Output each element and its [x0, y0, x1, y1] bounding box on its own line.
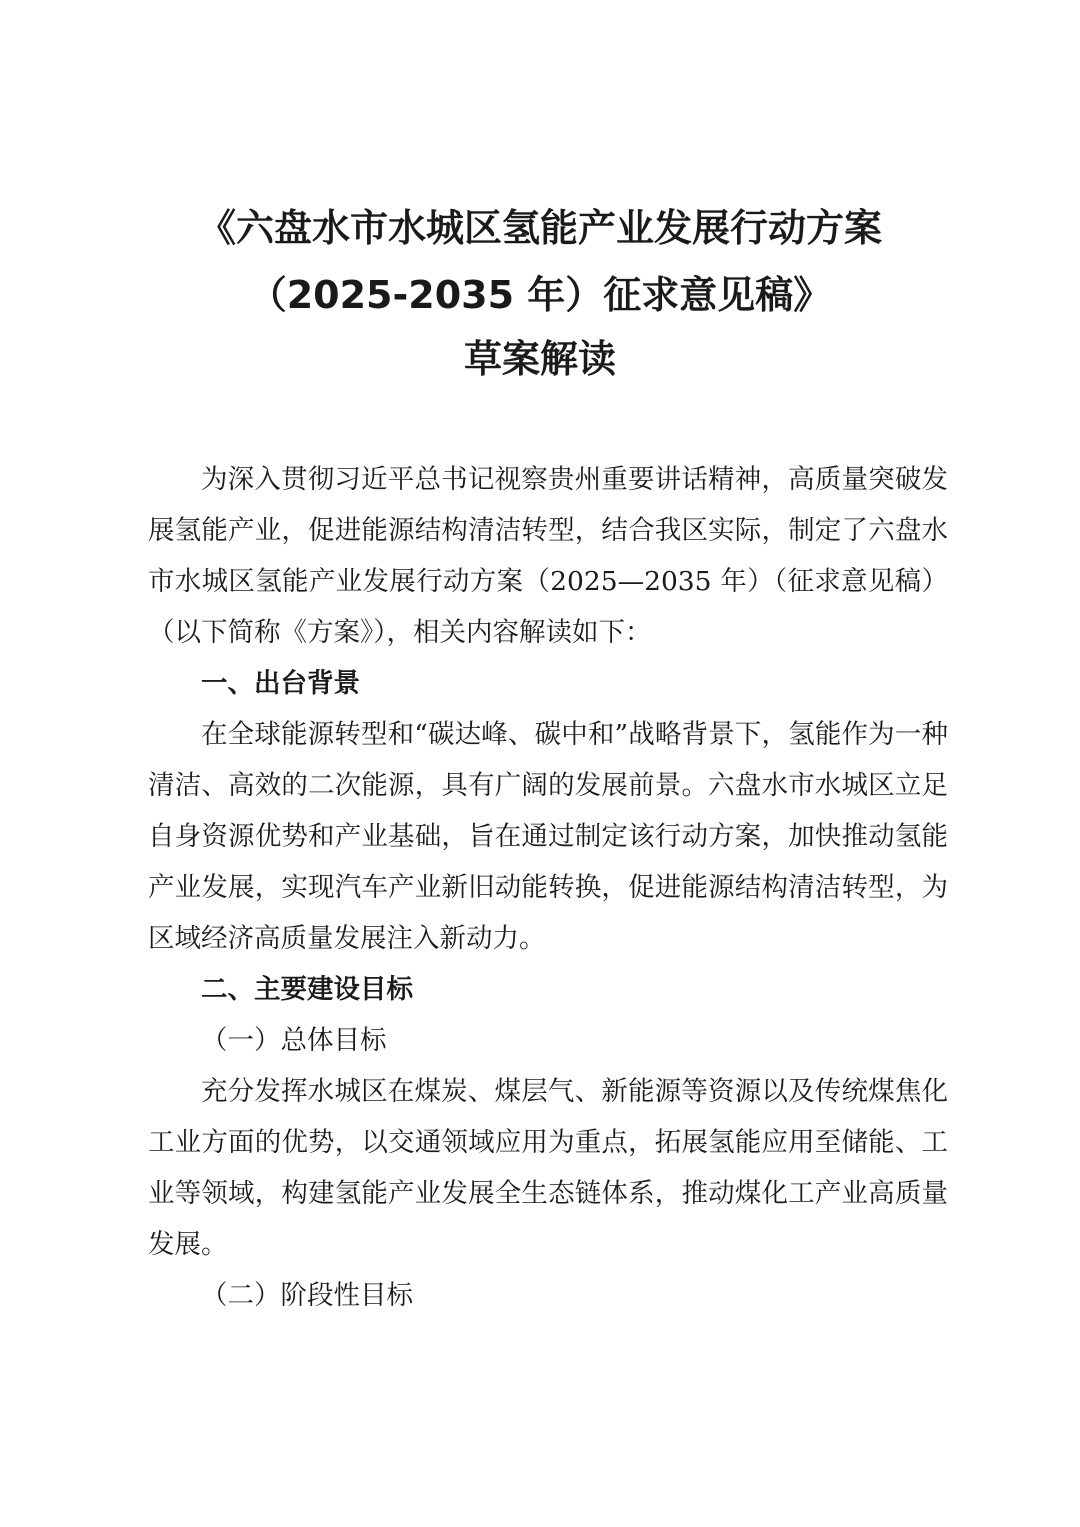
section-1-paragraph: 在全球能源转型和“碳达峰、碳中和”战略背景下，氢能作为一种清洁、高效的二次能源，具有广阔的发展前景。六盘水市水城区立足自身资源优势和产业基础，旨在通过制定该行动方案，加快推动氢能产业发展，实现汽车产业新旧动能转换，促进能源结构清洁转型，为区域经济高质量发展注入新动力。 — [148, 719, 948, 954]
document-title-line-1: 《六盘水市水城区氢能产业发展行动方案 — [197, 206, 882, 250]
section-1-heading: 一、出台背景 — [201, 668, 360, 699]
document-title-line-3: 草案解读 — [463, 337, 616, 381]
document-body — [148, 454, 948, 1321]
section-2-subheading-1: （一）总体目标 — [201, 1025, 387, 1056]
section-2-heading: 二、主要建设目标 — [201, 974, 413, 1005]
document-title-line-2: （2025-2035 年）征求意见稿》 — [248, 273, 832, 317]
section-2-subheading-2: （二）阶段性目标 — [201, 1280, 413, 1311]
intro-paragraph: 为深入贯彻习近平总书记视察贵州重要讲话精神，高质量突破发展氢能产业，促进能源结构清洁转型，结合我区实际，制定了六盘水市水城区氢能产业发展行动方案（2025—2035 年）（征求意见稿）（以下简称《方案》），相关内容解读如下： — [148, 464, 948, 648]
section-2-sub-1-paragraph: 充分发挥水城区在煤炭、煤层气、新能源等资源以及传统煤焦化工业方面的优势，以交通领域应用为重点，拓展氢能应用至储能、工业等领域，构建氢能产业发展全生态链体系，推动煤化工产业高质量发展。 — [148, 1076, 948, 1260]
